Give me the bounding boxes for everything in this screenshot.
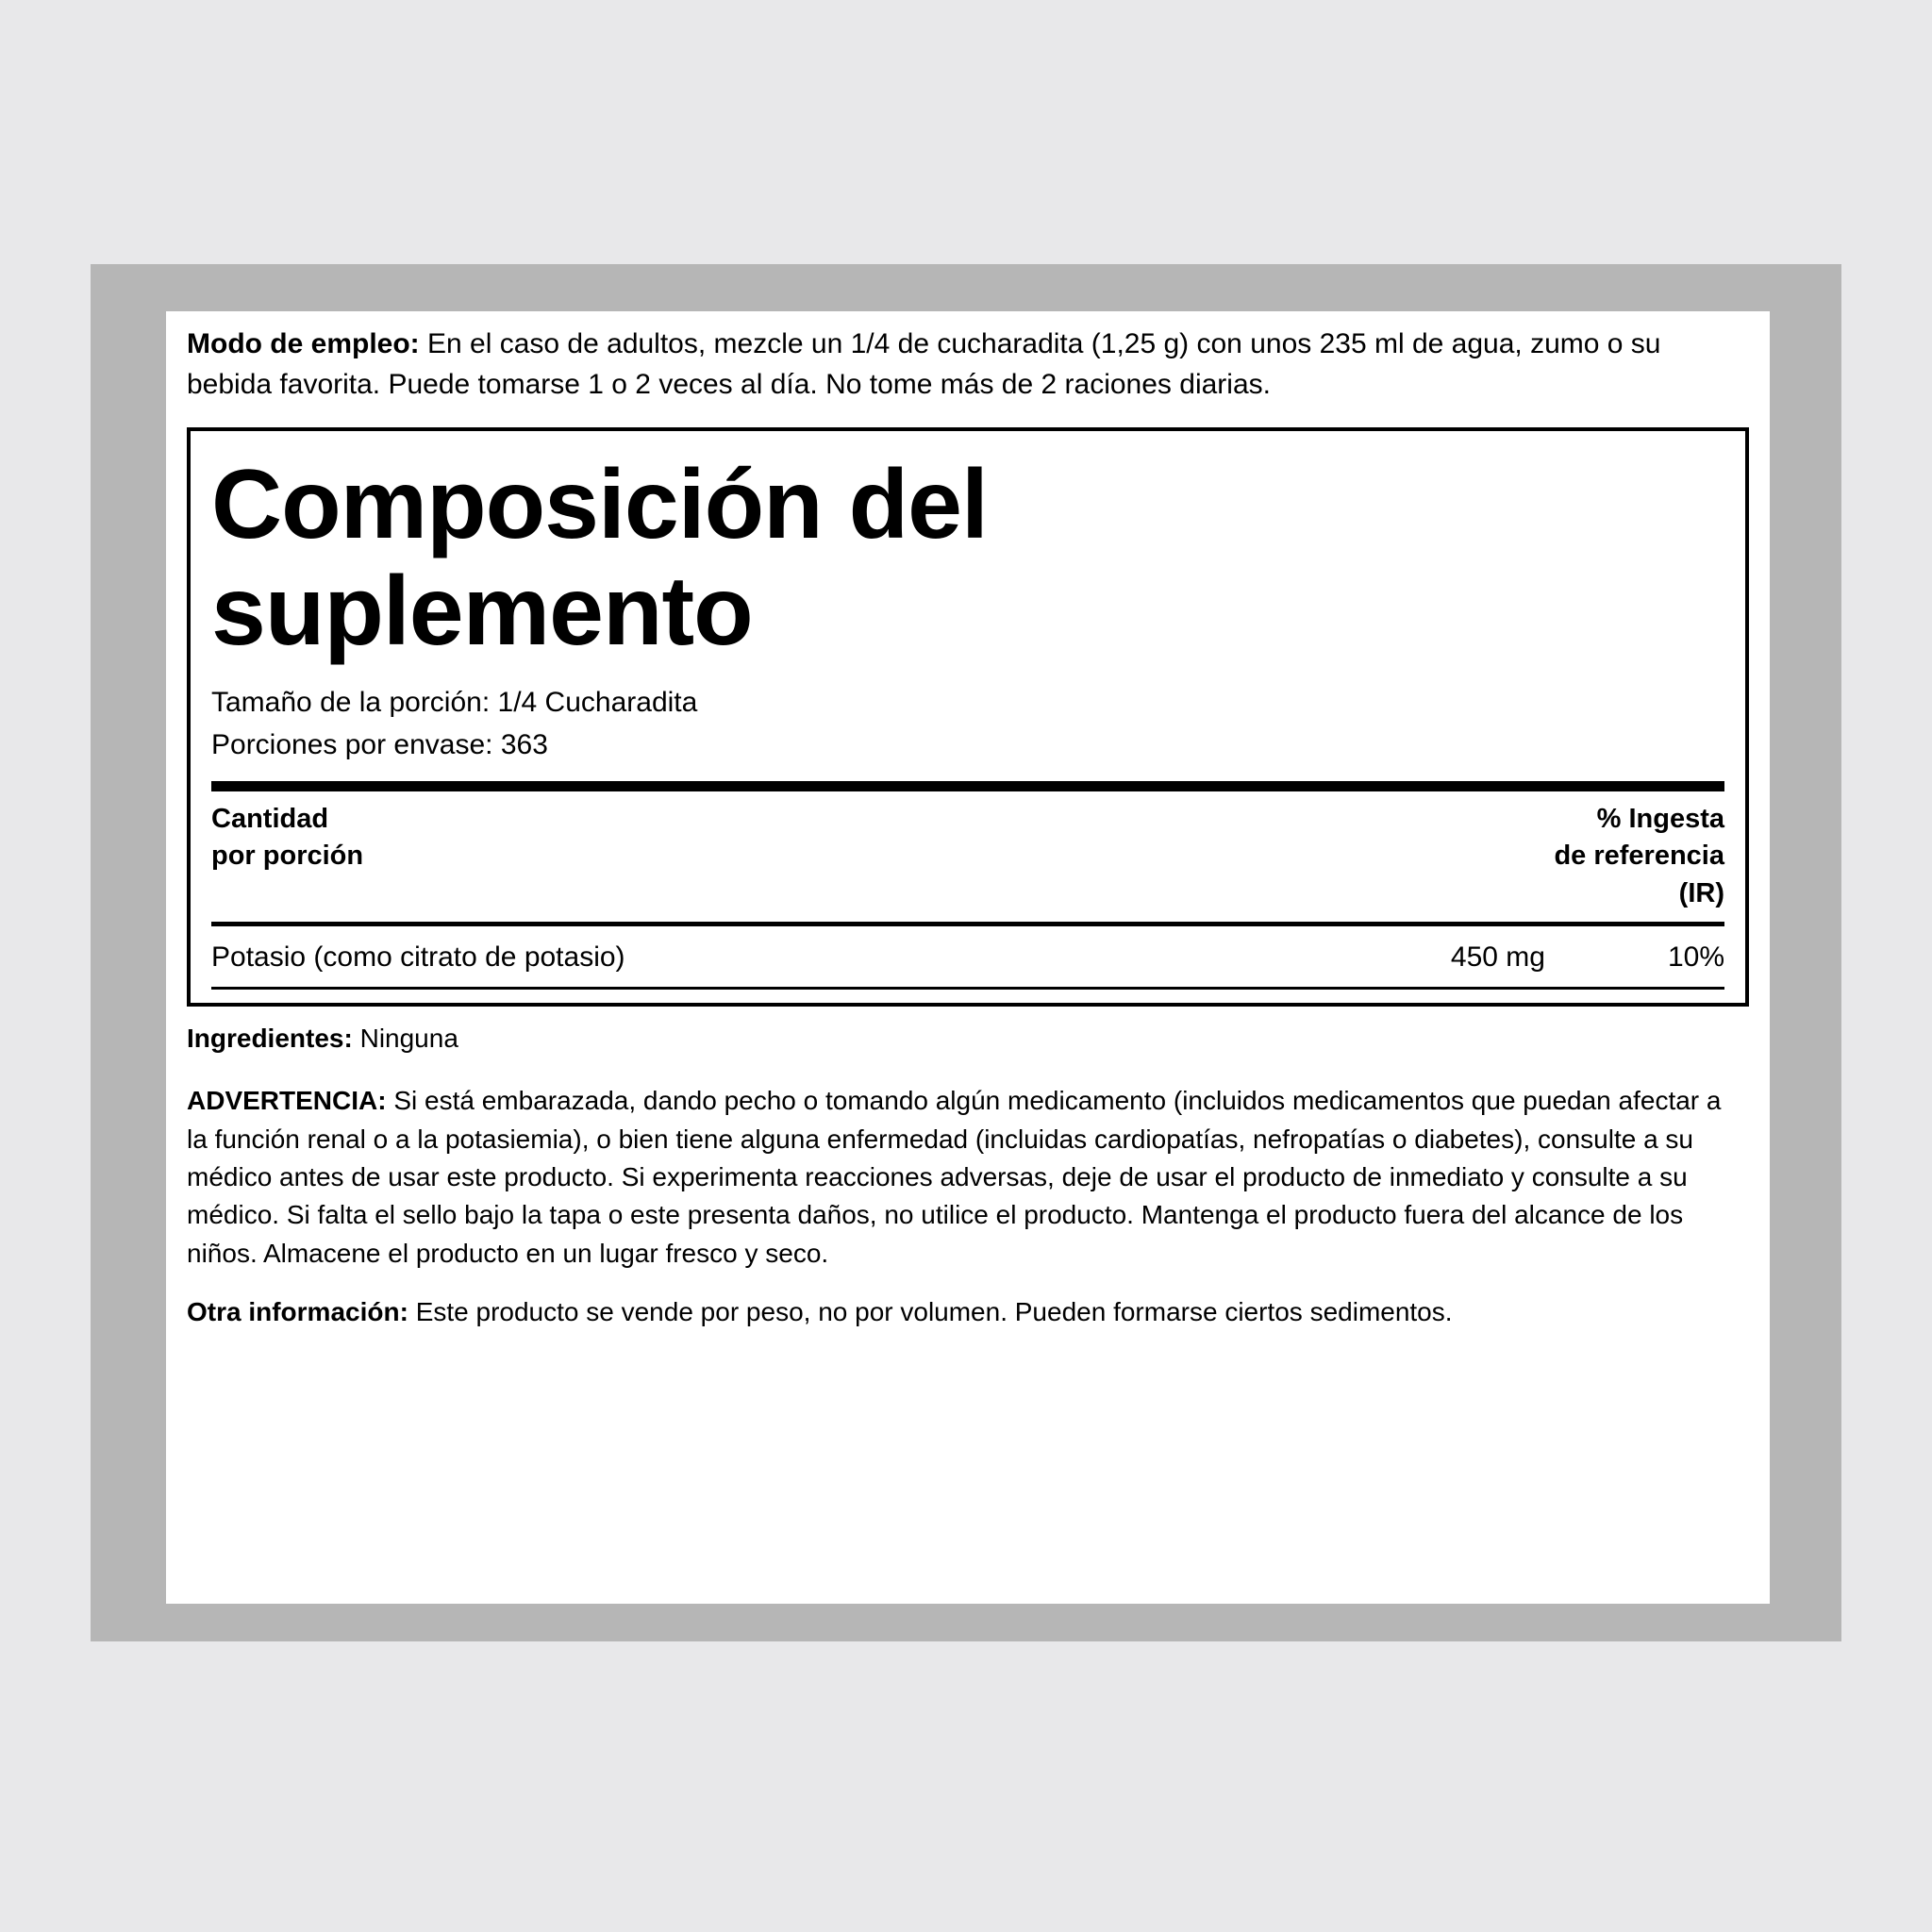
warning-label: ADVERTENCIA: (187, 1086, 387, 1116)
nutrient-name: Potasio (como citrato de potasio) (211, 941, 625, 974)
amount-per-serving-line1: Cantidad (211, 803, 329, 834)
servings-per-container-line: Porciones por envase: 363 (211, 728, 548, 760)
directions-text: En el caso de adultos, mezcle un 1/4 de cucharadita (1,25 g) con unos 235 ml de agua, zumo o su bebida favorita. Puede tomarse 1 o 2 veces al día. No tome más de 2 raciones diarias. (187, 328, 1661, 400)
daily-value-header (1554, 801, 1724, 912)
warning-paragraph (187, 1082, 1749, 1273)
ingredients-paragraph (187, 1020, 1749, 1058)
table-row (211, 926, 1724, 987)
label-bottom-block (166, 1020, 1770, 1331)
warning-text: Si está embarazada, dando pecho o tomando algún medicamento (incluidos medicamentos que puedan afectar a la función renal o a la potasiemia), o bien tiene alguna enfermedad (incluidas cardiopatías, nefropatías o diabetes), consulte a su médico antes de usar este producto. Si experimenta reacciones adversas, deje de usar el producto de inmediato y consulte a su médico. Si falta el sello bajo la tapa o este presenta daños, no utilice el producto. Mantenga el producto fuera del alcance de los niños. Almacene el producto en un lugar fresco y seco. (187, 1086, 1722, 1268)
facts-rule-bottom (211, 987, 1724, 990)
amount-per-serving-line2: por porción (211, 841, 364, 872)
other-information-text: Este producto se vende por peso, no por volumen. Pueden formarse ciertos sedimentos. (408, 1297, 1453, 1326)
serving-size-line: Tamaño de la porción: 1/4 Cucharadita (211, 686, 698, 718)
directions-block (166, 311, 1770, 405)
amount-per-serving-header (211, 801, 363, 875)
supplement-facts-box (187, 427, 1749, 1007)
supplement-label-panel (166, 311, 1770, 1604)
supplement-facts-title: Composición del suplemento (211, 450, 988, 666)
supplement-label-card (91, 264, 1841, 1641)
nutrient-amount: 450 mg (1450, 941, 1545, 974)
daily-value-line2: de referencia (1554, 841, 1724, 872)
facts-table-header (211, 791, 1724, 922)
other-information-label: Otra información: (187, 1297, 408, 1326)
daily-value-line1: % Ingesta (1596, 803, 1724, 834)
facts-rule-thick-top (211, 781, 1724, 791)
nutrient-daily-value: 10% (1667, 941, 1724, 974)
daily-value-line3: (IR) (1678, 877, 1724, 908)
ingredients-text: Ninguna (352, 1024, 458, 1054)
directions-label: Modo de empleo: (187, 328, 420, 359)
ingredients-label: Ingredientes: (187, 1024, 353, 1054)
other-information-paragraph (187, 1293, 1749, 1331)
